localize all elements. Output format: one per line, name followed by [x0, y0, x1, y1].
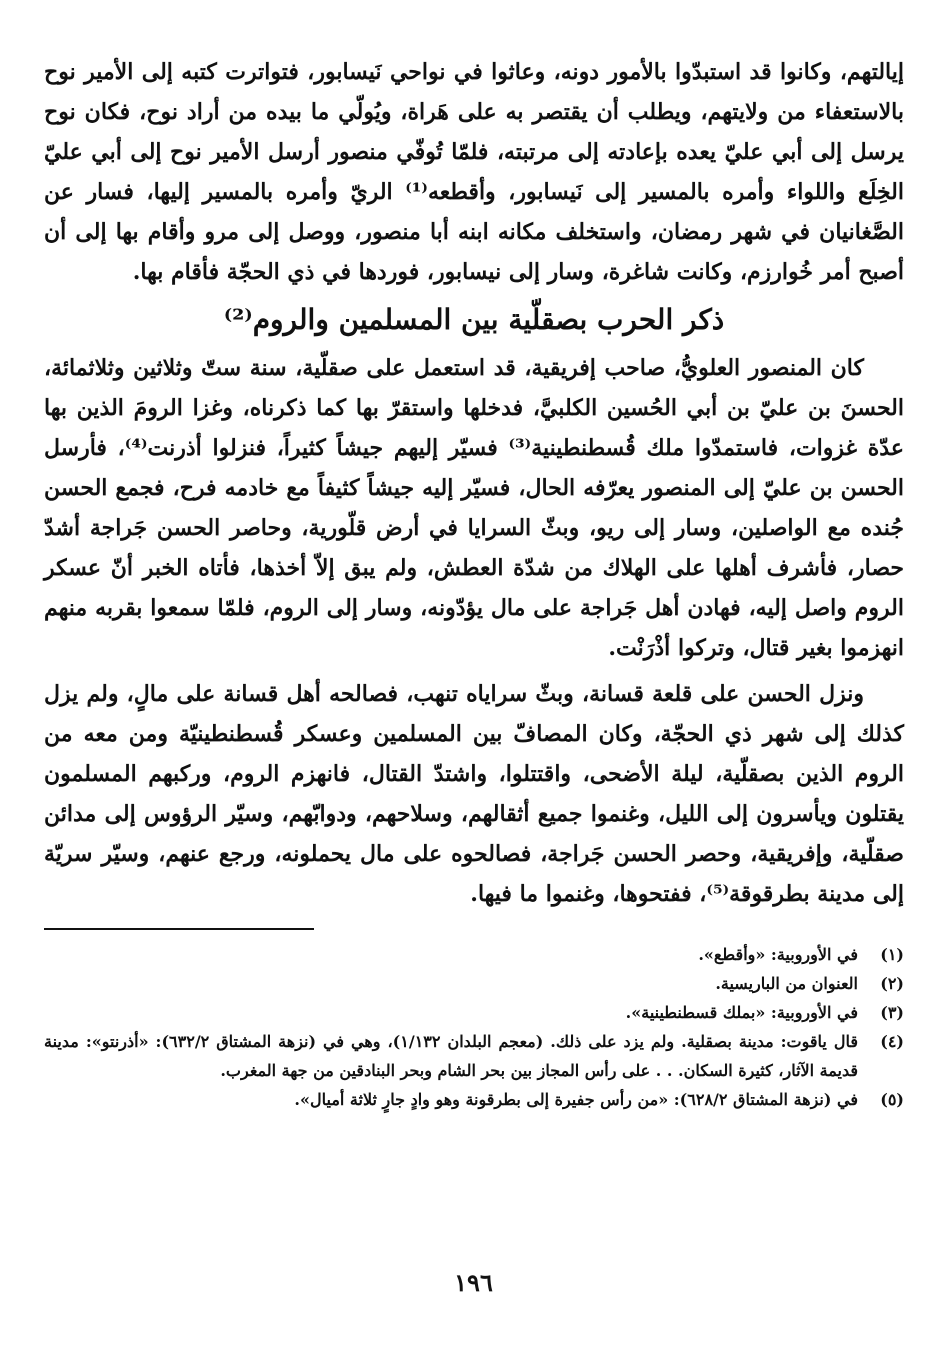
footnote-number: (٥): [880, 1090, 904, 1109]
footnote-text: قال ياقوت: مدينة بصقلية. ولم يزد على ذلك. (معجم البلدان ١/١٣٢)، وهي في (نزهة المشتاق ٦٣٢/٢): «أذرنتو»: مدينة قديمة الآثار، كثيرة السكان. . . على رأس المجاز بين بحر الشام وبحر البنادقين من جهة المغرب.: [44, 1032, 858, 1080]
footnote-divider: [44, 928, 314, 930]
footnote-text: في الأوروبية: «بملك قسطنطينية».: [625, 1003, 858, 1022]
footnote-number: (٤): [880, 1032, 904, 1051]
footnote-item: [44, 1027, 904, 1085]
footnote-number: (١): [880, 945, 904, 964]
footnote-item: [44, 940, 904, 969]
footnote-text: في (نزهة المشتاق ٦٢٨/٢): «من رأس جفيرة إلى بطرقونة وهو وادٍ جارٍ ثلاثة أميال».: [294, 1090, 858, 1109]
page-number: ١٩٦: [454, 1268, 493, 1297]
footnote-text: العنوان من الباريسية.: [715, 974, 858, 993]
footnote-text: في الأوروبية: «وأقطع».: [698, 945, 858, 964]
body-paragraph-2: ونزل الحسن على قلعة قسانة، وبثّ سراياه تنهب، فصالحه أهل قسانة على مالٍ، ولم يزل كذلك إلى شهر ذي الحجّة، وكان المصافّ بين المسلمين وعسكر قُسطنطينيّة ومن معه من الروم الذين بصقلّية، ليلة الأضحى، واقتتلوا، واشتدّ القتال، فانهزم الروم، وركبهم المسلمون يقتلون ويأسرون إلى الليل، وغنموا جميع أثقالهم، وسلاحهم، ودوابّهم، وسيّر الرؤوس إلى مدائن صقلّية، وإفريقية، وحصر الحسن جَراجة، فصالحوه على مال يحملونه، ورجع عنهم، وسيّر سريّة إلى مدينة بطرقوقة⁽⁵⁾، ففتحوها، وغنموا ما فيها.: [44, 681, 904, 907]
body-paragraph-1: كان المنصور العلويُّ، صاحب إفريقية، قد استعمل على صقلّية، سنة ستّ وثلاثين وثلاثمائة، الحسنَ بن عليّ بن أبي الحُسين الكلبيَّ، فدخلها واستقرّ بها كما ذكرناه، وغزا الرومَ الذين بها عدّة غزوات، فاستمدّوا ملك قُسطنطينية⁽³⁾ فسيّر إليهم جيشاً كثيراً، فنزلوا أذرنت⁽⁴⁾، فأرسل الحسن بن عليّ إلى المنصور يعرّفه الحال، فسيّر إليه جيشاً كثيفاً مع خادمه فرح، فجمع الحسن جُنده مع الواصلين، وسار إلى ريو، وبثّ السرايا في أرض قلّورية، وحاصر الحسن جَراجة أشدّ حصار، فأشرف أهلها على الهلاك من شدّة العطش، ولم يبق إلاّ أخذها، فأتاه الخبر أنّ عسكر الروم واصل إليه، فهادن أهل جَراجة على مال يؤدّونه، وسار إلى الروم، فلمّا سمعوا بقربه منهم انهزموا بغير قتال، وتركوا أذْرَنْت.: [44, 355, 904, 661]
footnote-item: [44, 1085, 904, 1114]
footnote-number: (٣): [880, 1003, 904, 1022]
footnote-number: (٢): [880, 974, 904, 993]
book-page: [44, 52, 904, 1114]
footnote-item: [44, 969, 904, 998]
intro-paragraph: إيالتهم، وكانوا قد استبدّوا بالأمور دونه، وعاثوا في نواحي نَيسابور، فتواترت كتبه إلى الأمير نوح بالاستعفاء من ولايتهم، ويطلب أن يقتصر به على هَراة، ويُولّي ما بيده من أراد نوح، فكان نوح يرسل إلى أبي عليّ يعده بإعادته إلى مرتبته، فلمّا تُوفّي منصور أرسل الأمير نوح إلى أبي عليّ الخِلَع واللواء وأمره بالمسير إلى نَيسابور، وأقطعه⁽¹⁾ الريّ وأمره بالمسير إليها، فسار عن الصَّغانيان في شهر رمضان، واستخلف مكانه ابنه أبا منصور، ووصل إلى مرو وأقام بها إلى أن أصبح أمر خُوارزم، وكانت شاغرة، وسار إلى نيسابور، فوردها في ذي الحجّة فأقام بها.: [44, 59, 904, 285]
footnotes-list: [44, 940, 904, 1114]
footnote-rule-container: [44, 914, 904, 940]
footnote-item: [44, 998, 904, 1027]
section-title: ذكر الحرب بصقلّية بين المسلمين والروم⁽²⁾: [223, 303, 725, 336]
